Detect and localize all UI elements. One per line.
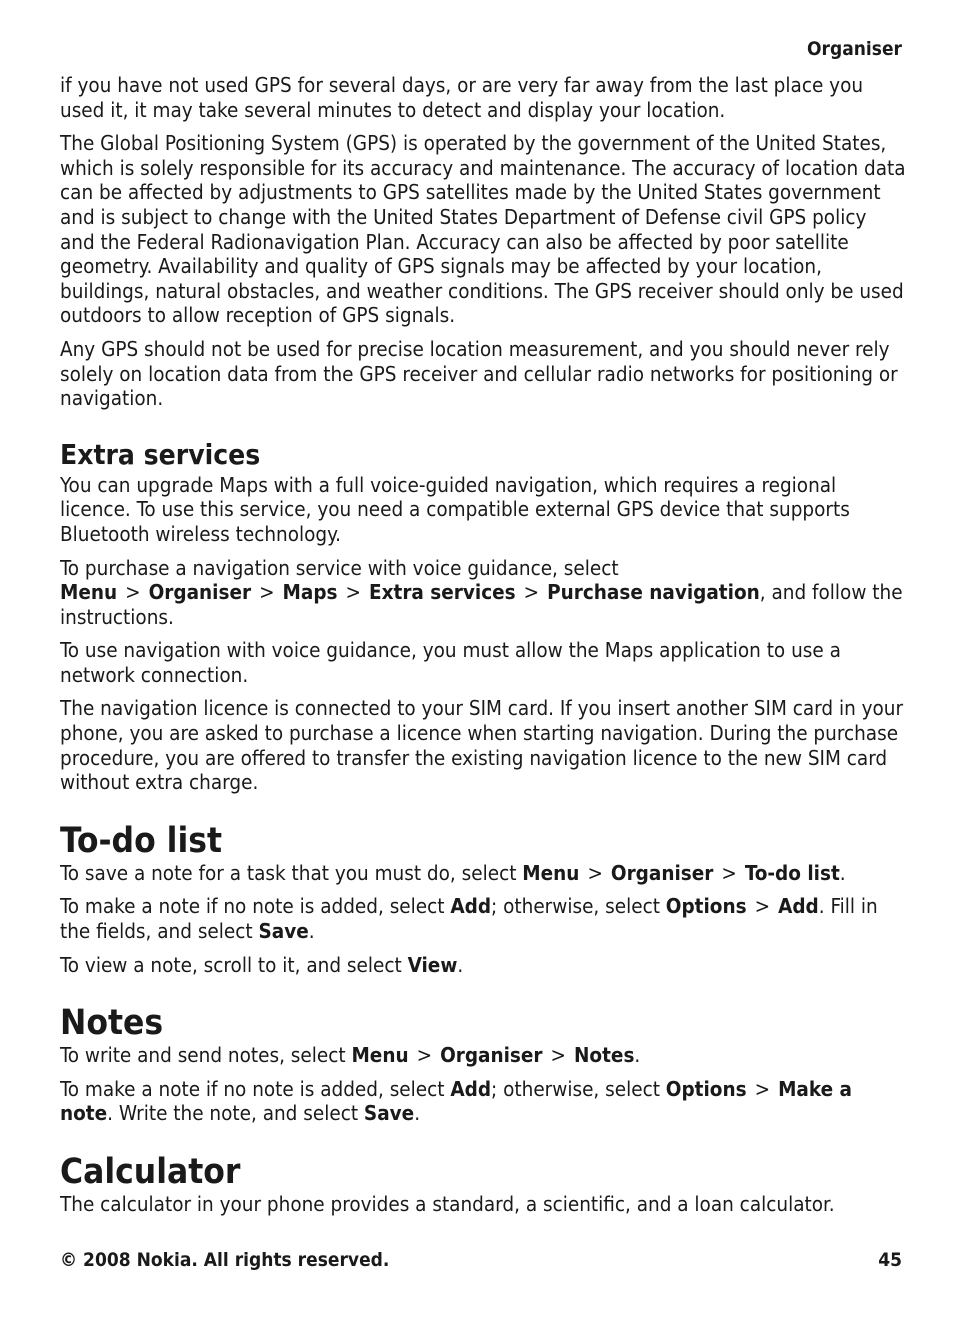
- calculator-paragraph-1: The calculator in your phone provides a standard, a scientific, and a loan calculator.: [60, 1192, 835, 1216]
- running-header: Organiser: [807, 38, 902, 60]
- notes-paragraph-1: To write and send notes, select Menu > Organiser > Notes.: [60, 1043, 641, 1068]
- todo-paragraph-2: To make a note if no note is added, select Add; otherwise, select Options > Add. Fill in the fields, and select Save.: [60, 894, 878, 944]
- extra-services-paragraph-2: To purchase a navigation service with voice guidance, select Menu > Organiser > Maps > Extra services > Purchase navigation, and follow the instructions.: [60, 555, 903, 629]
- notes-heading: Notes: [60, 1003, 164, 1044]
- todo-list-heading: To-do list: [60, 820, 223, 861]
- extra-services-paragraph-3: To use navigation with voice guidance, you must allow the Maps application to use a network connection.: [60, 638, 841, 687]
- copyright-footer: © 2008 Nokia. All rights reserved.: [60, 1249, 390, 1271]
- page-number: 45: [878, 1249, 902, 1271]
- gps-paragraph-2: The Global Positioning System (GPS) is operated by the government of the United States, which is solely responsible for its accuracy and maintenance. The accuracy of location data can be affected by adjustments to GPS satellites made by the United States government and is subject to change with the United States Department of Defense civil GPS policy and the Federal Radionavigation Plan. Accuracy can also be affected by poor satellite geometry. Availability and quality of GPS signals may be affected by your location, buildings, natural obstacles, and weather conditions. The GPS receiver should only be used outdoors to allow reception of GPS signals.: [60, 131, 906, 328]
- extra-services-paragraph-1: You can upgrade Maps with a full voice-guided navigation, which requires a regional licence. To use this service, you need a compatible external GPS device that supports Bluetooth wireless technology.: [60, 472, 850, 546]
- extra-services-heading: Extra services: [60, 437, 261, 471]
- notes-paragraph-2: To make a note if no note is added, select Add; otherwise, select Options > Make a note. Write the note, and select Save.: [60, 1076, 852, 1126]
- todo-paragraph-3: To view a note, scroll to it, and select View.: [60, 952, 464, 977]
- todo-paragraph-1: To save a note for a task that you must do, select Menu > Organiser > To-do list.: [60, 860, 846, 885]
- gps-paragraph-1: if you have not used GPS for several days, or are very far away from the last place you used it, it may take several minutes to detect and display your location.: [60, 73, 864, 122]
- extra-services-paragraph-4: The navigation licence is connected to your SIM card. If you insert another SIM card in your phone, you are asked to purchase a licence when starting navigation. During the purchase procedure, you are offered to transfer the existing navigation licence to the new SIM card without extra charge.: [60, 696, 904, 795]
- gps-paragraph-3: Any GPS should not be used for precise location measurement, and you should never rely solely on location data from the GPS receiver and cellular radio networks for positioning or navigation.: [60, 336, 898, 411]
- page-content: [60, 73, 906, 1226]
- calculator-heading: Calculator: [60, 1152, 241, 1192]
